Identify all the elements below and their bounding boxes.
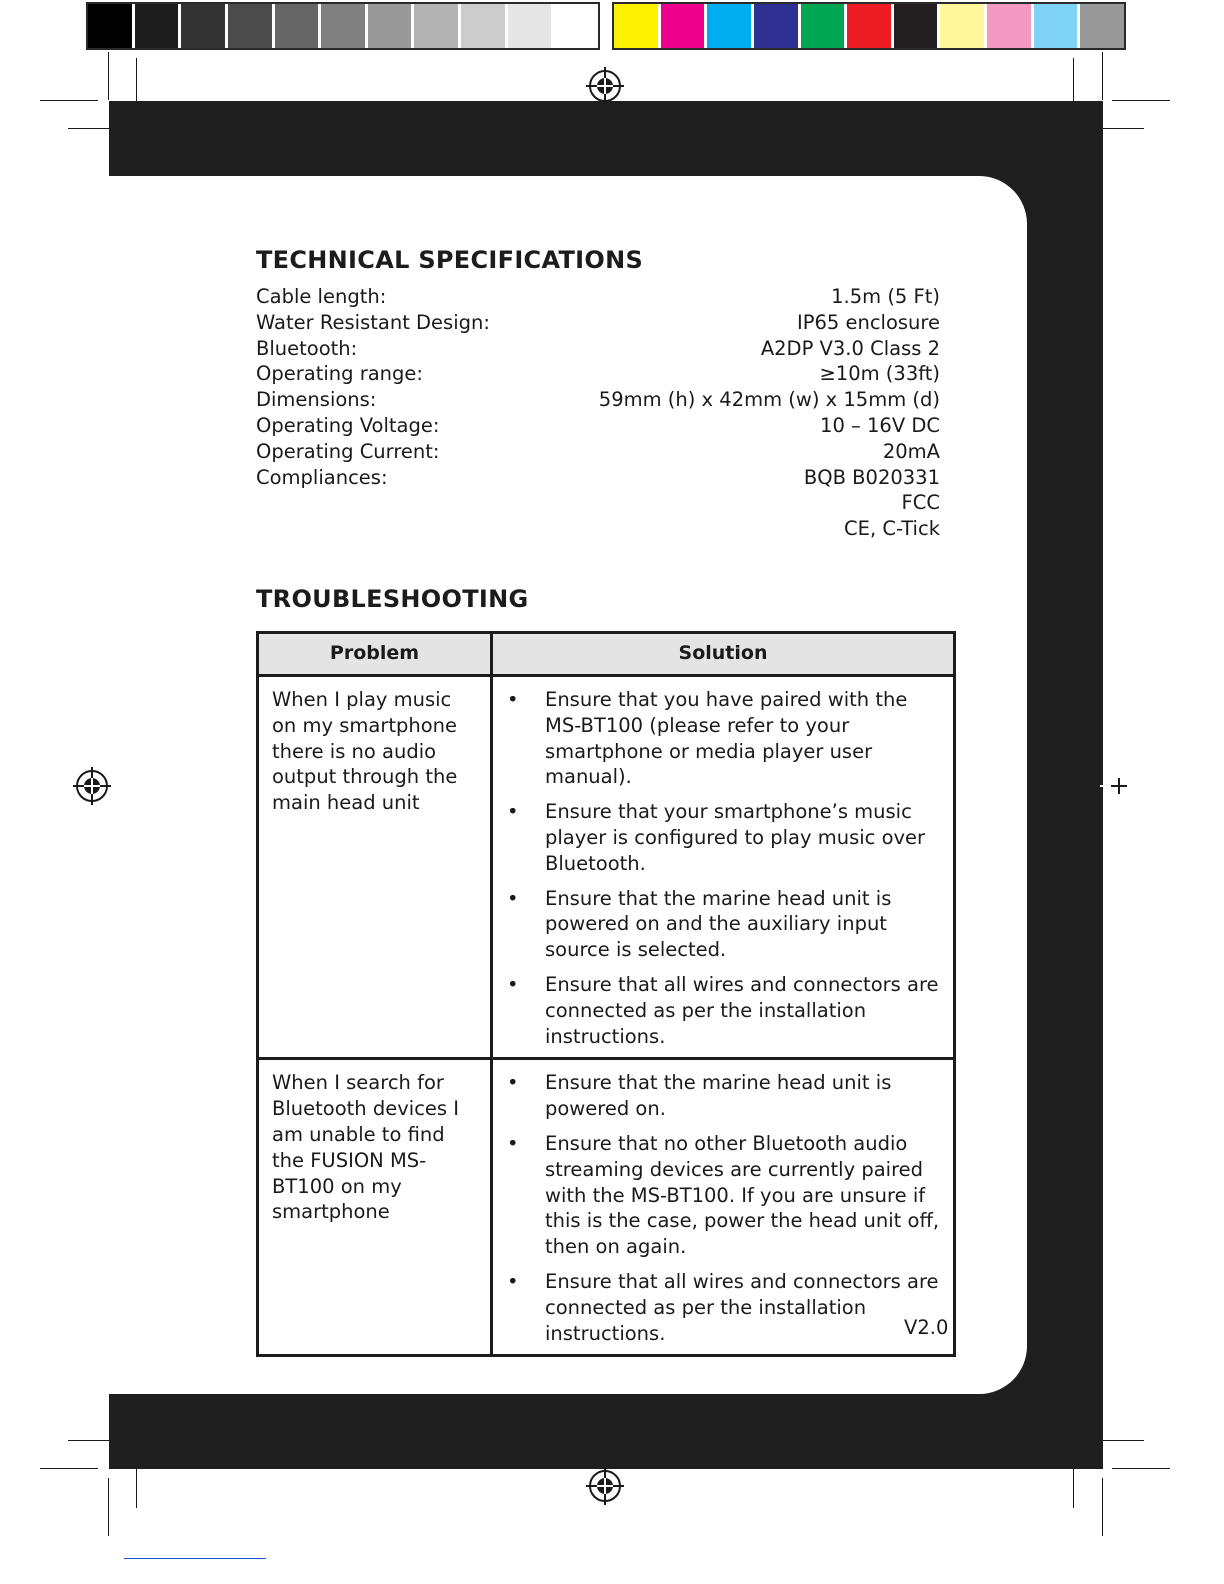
registration-mark-icon [1100,767,1138,805]
list-item: • Ensure that all wires and connectors are connected as per the installation instructions. [507,1269,941,1346]
problem-cell: When I play music on my smartphone there is no audio output through the main head unit [258,676,492,1059]
spec-row [256,310,940,336]
specs-list [256,284,940,542]
spec-label: Compliances: [256,465,388,489]
crop-mark [1102,52,1103,100]
color-swatch [661,4,708,48]
spec-label: Bluetooth: [256,336,358,360]
color-swatch [1080,4,1124,48]
spec-row [256,336,940,362]
spec-value: FCC [901,491,940,515]
spec-row [256,413,940,439]
crop-mark [40,1468,98,1469]
color-swatch [754,4,801,48]
table-header-row [258,633,955,676]
table-row [258,676,955,1059]
cmyk-color-bar [612,2,1126,50]
problem-column-header: Problem [258,633,492,676]
spec-value: A2DP V3.0 Class 2 [760,336,940,360]
troubleshooting-table [256,631,956,1357]
color-swatch [801,4,848,48]
list-item: • Ensure that no other Bluetooth audio streaming devices are currently paired with the MS-BT100. If you are unsure if this is the case, power the head unit off, then on again. [507,1131,941,1260]
spec-row [256,387,940,413]
spec-row [256,361,940,387]
spec-row [256,284,940,310]
spec-label: Dimensions: [256,388,377,412]
color-swatch [1034,4,1081,48]
gray-swatch [88,4,135,48]
spec-value: 59mm (h) x 42mm (w) x 15mm (d) [598,388,940,412]
specs-heading: TECHNICAL SPECIFICATIONS [256,246,644,274]
table-row [258,1059,955,1356]
spec-label: Operating range: [256,362,423,386]
list-item: • Ensure that your smartphone’s music player is configured to play music over Bluetooth. [507,799,941,876]
crop-mark [1096,128,1144,129]
solution-column-header: Solution [492,633,955,676]
spec-row [256,490,940,516]
spec-label: Water Resistant Design: [256,310,490,334]
color-swatch [847,4,894,48]
color-swatch [614,4,661,48]
spec-value: 10 – 16V DC [820,413,940,437]
list-item: • Ensure that you have paired with the MS-BT100 (please refer to your smartphone or media player user manual). [507,687,941,790]
spec-value: 20mA [882,439,940,463]
spec-value: ≥10m (33ft) [819,362,940,386]
crop-mark [108,1478,109,1536]
gray-swatch [181,4,228,48]
solution-cell [492,676,955,1059]
spec-value: 1.5m (5 Ft) [831,285,940,308]
spec-value: BQB B020331 [803,465,940,489]
registration-mark-icon [586,67,624,105]
solution-list [507,1070,941,1346]
color-swatch [987,4,1034,48]
gray-swatch [228,4,275,48]
gray-swatch [414,4,461,48]
registration-mark-icon [73,767,111,805]
color-swatch [707,4,754,48]
crop-mark [108,52,109,100]
gray-swatch [275,4,322,48]
grayscale-color-bar [86,2,600,50]
color-swatch [894,4,941,48]
spec-row [256,439,940,465]
registration-mark-icon [586,1467,624,1505]
color-swatch [940,4,987,48]
spec-label: Operating Voltage: [256,413,440,437]
crop-mark [1102,1478,1103,1536]
crop-mark [1112,100,1170,101]
gray-swatch [508,4,555,48]
list-item: • Ensure that the marine head unit is powered on. [507,1070,941,1122]
spec-label: Operating Current: [256,439,440,463]
crop-mark [1096,1440,1144,1441]
gray-swatch [135,4,182,48]
spec-row [256,465,940,491]
crop-mark [1112,1468,1170,1469]
spec-row [256,516,940,542]
gray-swatch [554,4,598,48]
gray-swatch [461,4,508,48]
solution-cell [492,1059,955,1356]
gray-swatch [321,4,368,48]
spec-label: Cable length: [256,285,387,308]
solution-list [507,687,941,1049]
crop-mark [40,100,98,101]
spec-value: CE, C-Tick [844,517,940,541]
list-item: • Ensure that the marine head unit is powered on and the auxiliary input source is selected. [507,886,941,963]
spec-value: IP65 enclosure [796,310,940,334]
footer-rule [124,1558,266,1559]
troubleshooting-heading: TROUBLESHOOTING [256,585,529,613]
problem-cell: When I search for Bluetooth devices I am unable to find the FUSION MS-BT100 on my smartphone [258,1059,492,1356]
version-label: V2.0 [904,1316,949,1339]
list-item: • Ensure that all wires and connectors are connected as per the installation instructions. [507,972,941,1049]
gray-swatch [368,4,415,48]
